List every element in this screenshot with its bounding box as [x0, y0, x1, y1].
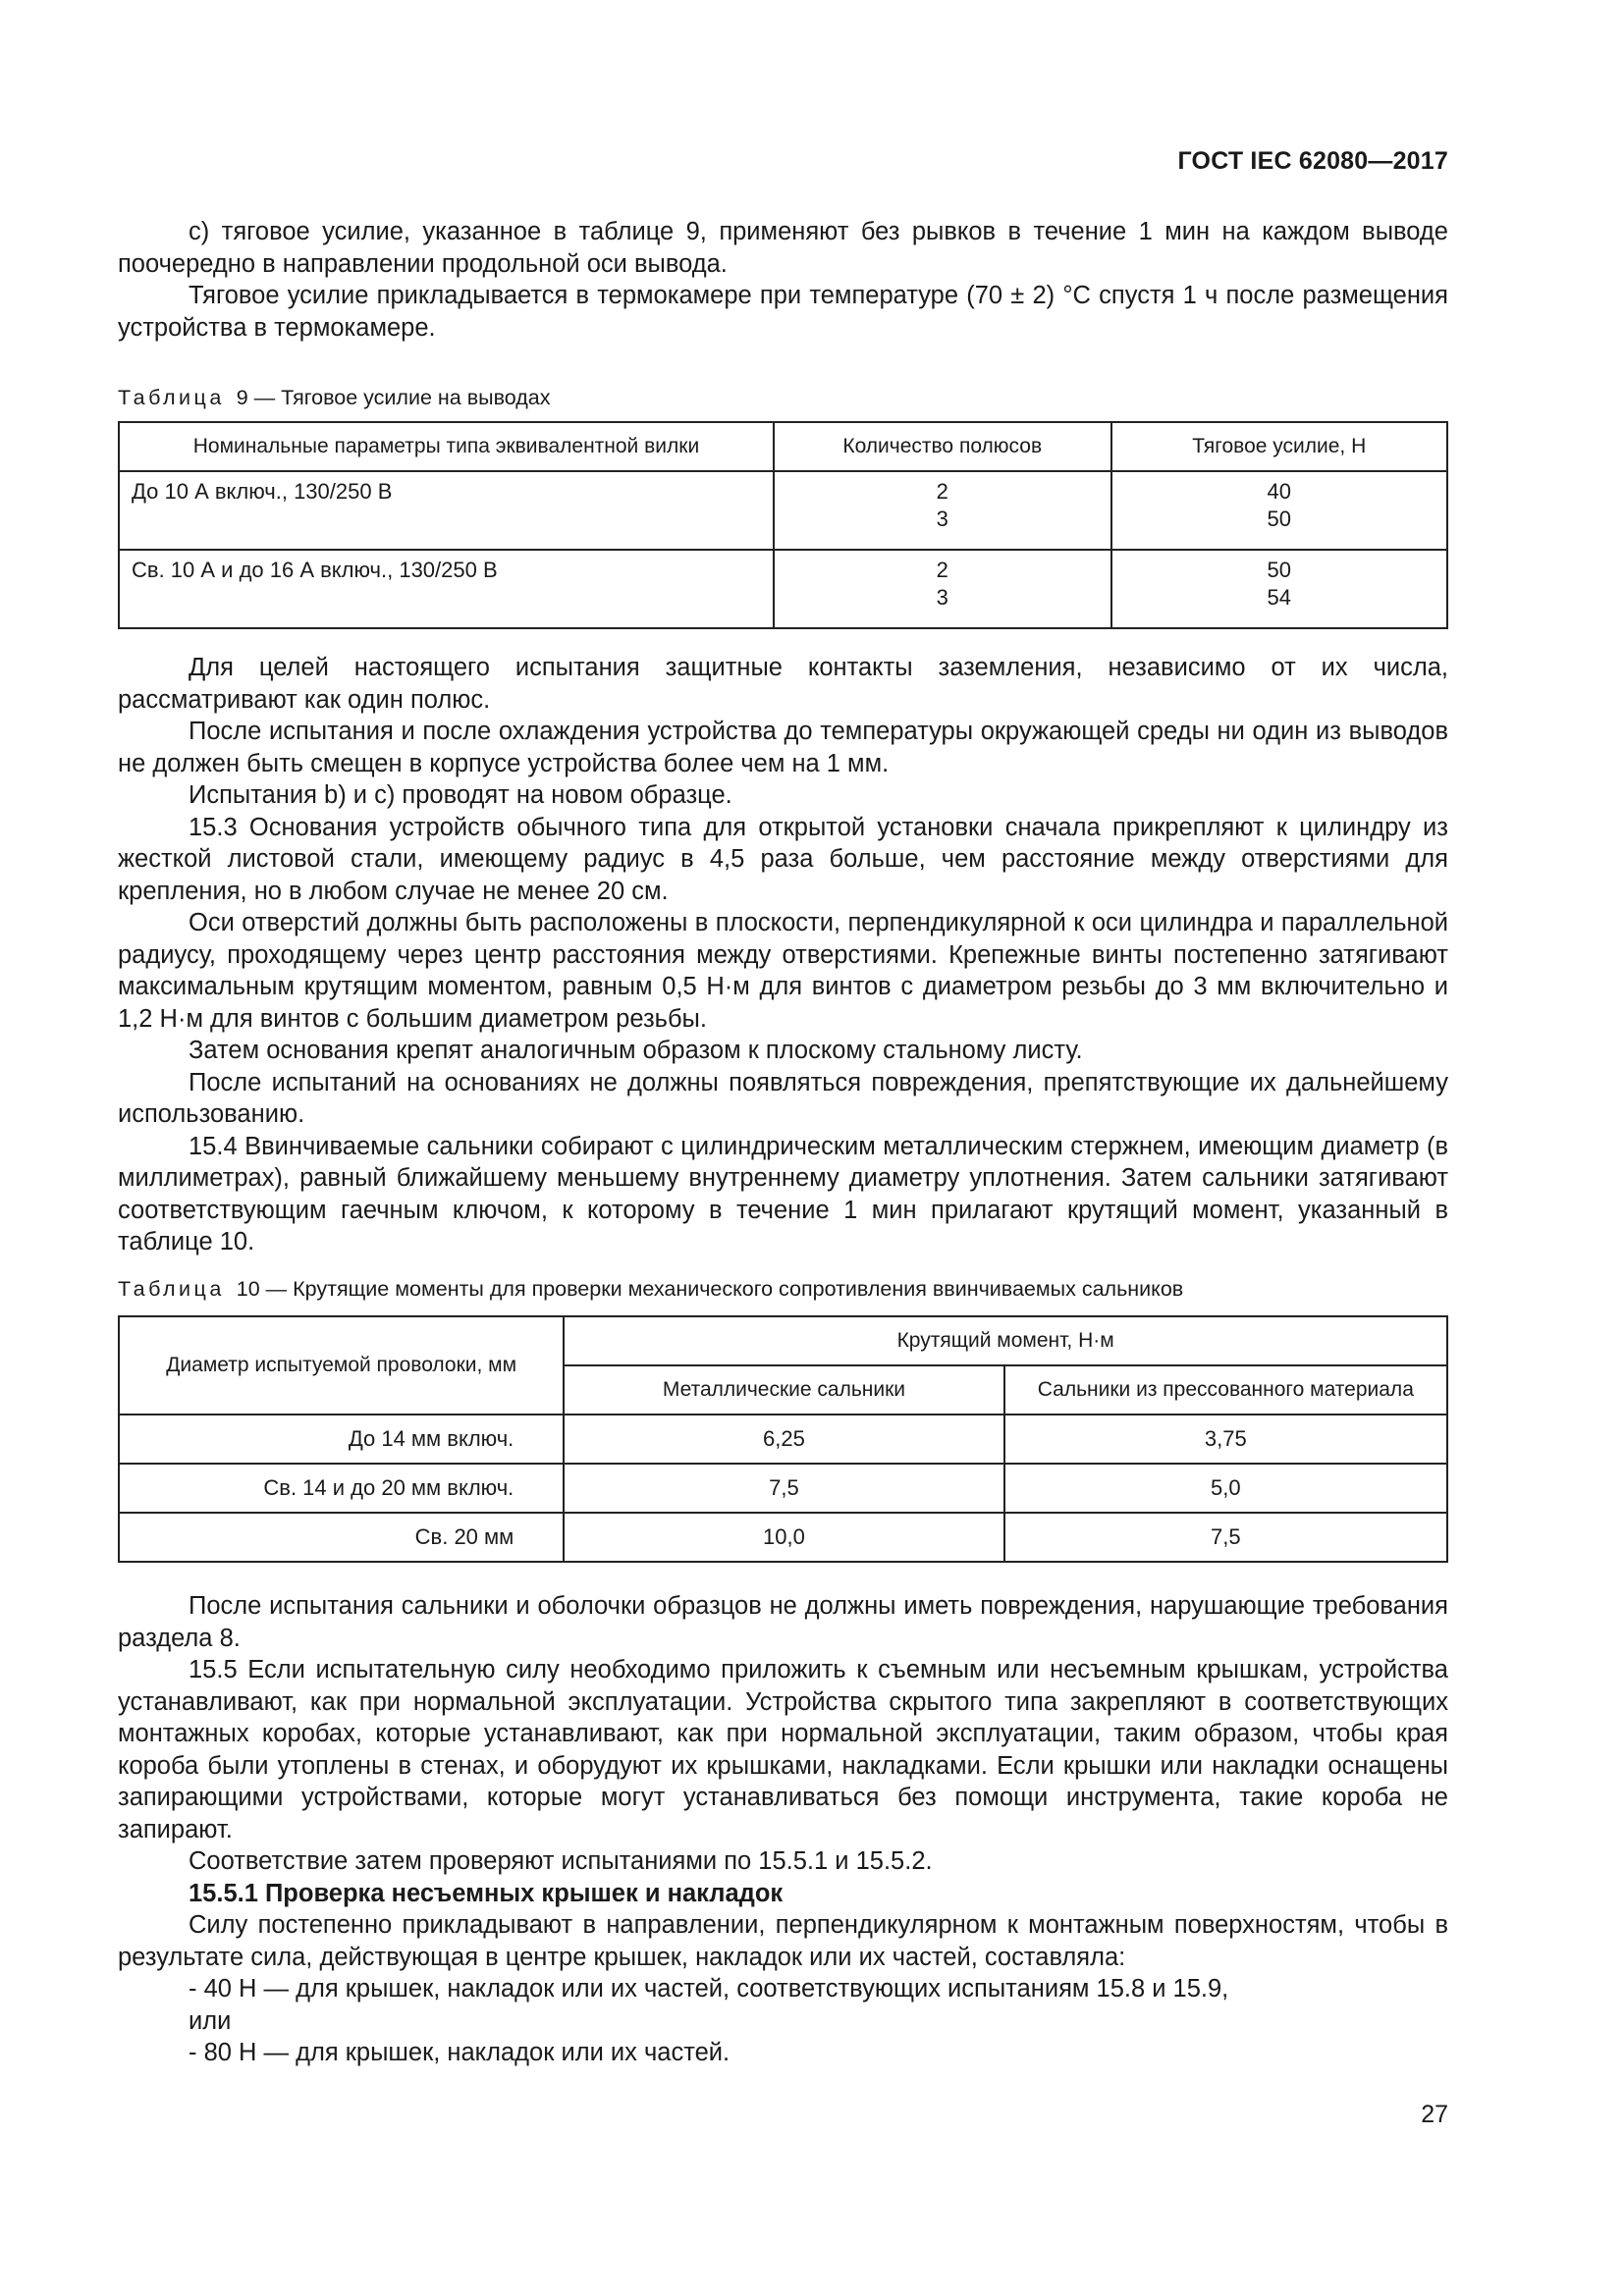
- table-10: [118, 1315, 1448, 1563]
- cell-value: 2: [936, 558, 948, 582]
- table-cell: Св. 20 мм: [119, 1513, 564, 1562]
- table-row: [119, 1513, 1447, 1562]
- table-cell: До 10 А включ., 130/250 В: [119, 471, 774, 550]
- table-row: [119, 1415, 1447, 1464]
- header-cell: Сальники из прессованного материала: [1004, 1365, 1447, 1415]
- header-group-cell: Крутящий момент, Н·м: [564, 1316, 1447, 1365]
- table-cell: Св. 14 и до 20 мм включ.: [119, 1464, 564, 1513]
- table-row: [119, 550, 1447, 628]
- table-cell: [774, 550, 1111, 628]
- table-cell: 7,5: [564, 1464, 1003, 1513]
- paragraph: Тяговое усилие прикладывается в термокамере при температуре (70 ± 2) °С спустя 1 ч после размещения устройства в термокамере.: [118, 282, 1448, 342]
- section-heading: 15.5.1 Проверка несъемных крышек и накладок: [189, 1879, 784, 1907]
- table-row: [119, 1464, 1447, 1513]
- cell-value: 40: [1267, 479, 1291, 504]
- table-cell: 5,0: [1004, 1464, 1447, 1513]
- table-header-row: [119, 422, 1447, 471]
- table-10-section: [118, 1274, 1448, 1563]
- list-item: - 80 Н — для крышек, накладок или их частей.: [189, 2039, 731, 2066]
- list-item: или: [189, 2006, 232, 2035]
- table-cell: [774, 471, 1111, 550]
- cell-value: 2: [936, 479, 948, 504]
- list-item: - 40 Н — для крышек, накладок или их частей, соответствующих испытаниям 15.8 и 15.9,: [189, 1975, 1229, 2002]
- paragraph-block-3: [118, 1590, 1448, 2069]
- caption-label: Таблица: [118, 1277, 225, 1301]
- table-row: [119, 471, 1447, 550]
- paragraph: 15.4 Ввинчиваемые сальники собирают с цилиндрическим металлическим стержнем, имеющим диаметр (в миллиметрах), равный ближайшему меньшему внутреннему диаметру уплотнения. Затем сальники затягивают соответствующим гаечным ключом, к которому в течение 1 мин прилагают крутящий момент, указанный в таблице 10.: [118, 1132, 1448, 1255]
- caption-text: 10 — Крутящие моменты для проверки механического сопротивления ввинчиваемых сальников: [236, 1277, 1184, 1301]
- header-cell: Металлические сальники: [564, 1365, 1003, 1415]
- document-header: ГОСТ IEC 62080—2017: [1177, 147, 1448, 175]
- table-cell: До 14 мм включ.: [119, 1415, 564, 1464]
- cell-value: 50: [1267, 558, 1291, 582]
- paragraph: Для целей настоящего испытания защитные контакты заземления, независимо от их числа, рассматривают как один полюс.: [118, 654, 1448, 714]
- table-header-row: [119, 1316, 1447, 1365]
- table-cell: 3,75: [1004, 1415, 1447, 1464]
- table-9-section: [118, 383, 1448, 629]
- paragraph: c) тяговое усилие, указанное в таблице 9, применяют без рывков в течение 1 мин на каждом выводе поочередно в направлении продольной оси вывода.: [118, 218, 1448, 278]
- table-10-caption: [118, 1274, 1448, 1304]
- paragraph: Испытания b) и c) проводят на новом образце.: [189, 781, 732, 809]
- page-number: 27: [1421, 2101, 1448, 2128]
- header-cell: Номинальные параметры типа эквивалентной вилки: [119, 422, 774, 471]
- paragraph: После испытаний на основаниях не должны появляться повреждения, препятствующие их дальнейшему использованию.: [118, 1068, 1448, 1128]
- caption-text: 9 — Тяговое усилие на выводах: [236, 386, 551, 409]
- table-cell: 6,25: [564, 1415, 1003, 1464]
- paragraph: После испытания и после охлаждения устройства до температуры окружающей среды ни один из выводов не должен быть смещен в корпусе устройства более чем на 1 мм.: [118, 718, 1448, 777]
- table-9-caption: [118, 383, 1448, 412]
- header-cell: Тяговое усилие, Н: [1111, 422, 1447, 471]
- paragraph: После испытания сальники и оболочки образцов не должны иметь повреждения, нарушающие требования раздела 8.: [118, 1592, 1448, 1652]
- paragraph-block-1: [118, 216, 1448, 344]
- paragraph: Силу постепенно прикладывают в направлении, перпендикулярном к монтажным поверхностям, чтобы в результате сила, действующая в центре крышек, накладок или их частей, составляла:: [118, 1911, 1448, 1971]
- caption-label: Таблица: [118, 386, 225, 409]
- cell-value: 54: [1267, 585, 1291, 610]
- table-cell: Св. 10 А и до 16 А включ., 130/250 В: [119, 550, 774, 628]
- table-cell: [1111, 471, 1447, 550]
- paragraph: Затем основания крепят аналогичным образом к плоскому стальному листу.: [189, 1037, 1083, 1064]
- table-cell: 7,5: [1004, 1513, 1447, 1562]
- paragraph: Соответствие затем проверяют испытаниями по 15.5.1 и 15.5.2.: [189, 1847, 933, 1875]
- cell-value: 50: [1267, 507, 1291, 531]
- table-cell: 10,0: [564, 1513, 1003, 1562]
- paragraph: 15.3 Основания устройств обычного типа для открытой установки сначала прикрепляют к цилиндру из жесткой листовой стали, имеющему радиус в 4,5 раза больше, чем расстояние между отверстиями для крепления, но в любом случае не менее 20 см.: [118, 813, 1448, 905]
- header-cell: Количество полюсов: [774, 422, 1111, 471]
- paragraph-block-2: [118, 652, 1448, 1258]
- header-cell: Диаметр испытуемой проволоки, мм: [119, 1316, 564, 1415]
- cell-value: 3: [936, 585, 948, 610]
- paragraph: 15.5 Если испытательную силу необходимо приложить к съемным или несъемным крышкам, устройства устанавливают, как при нормальной эксплуатации. Устройства скрытого типа закрепляют в соответствующих монтажных коробах, которые устанавливают, как при нормальной эксплуатации, таким образом, чтобы края короба были утоплены в стенах, и оборудуют их крышками, накладками. Если крышки или накладки оснащены запирающими устройствами, которые могут устанавливаться без помощи инструмента, такие короба не запирают.: [118, 1656, 1448, 1843]
- cell-value: 3: [936, 507, 948, 531]
- table-9: [118, 421, 1448, 629]
- paragraph: Оси отверстий должны быть расположены в плоскости, перпендикулярной к оси цилиндра и параллельной радиусу, проходящему через центр расстояния между отверстиями. Крепежные винты постепенно затягивают максимальным крутящим моментом, равным 0,5 Н·м для винтов с диаметром резьбы до 3 мм включительно и 1,2 Н·м для винтов с большим диаметром резьбы.: [118, 909, 1448, 1033]
- table-cell: [1111, 550, 1447, 628]
